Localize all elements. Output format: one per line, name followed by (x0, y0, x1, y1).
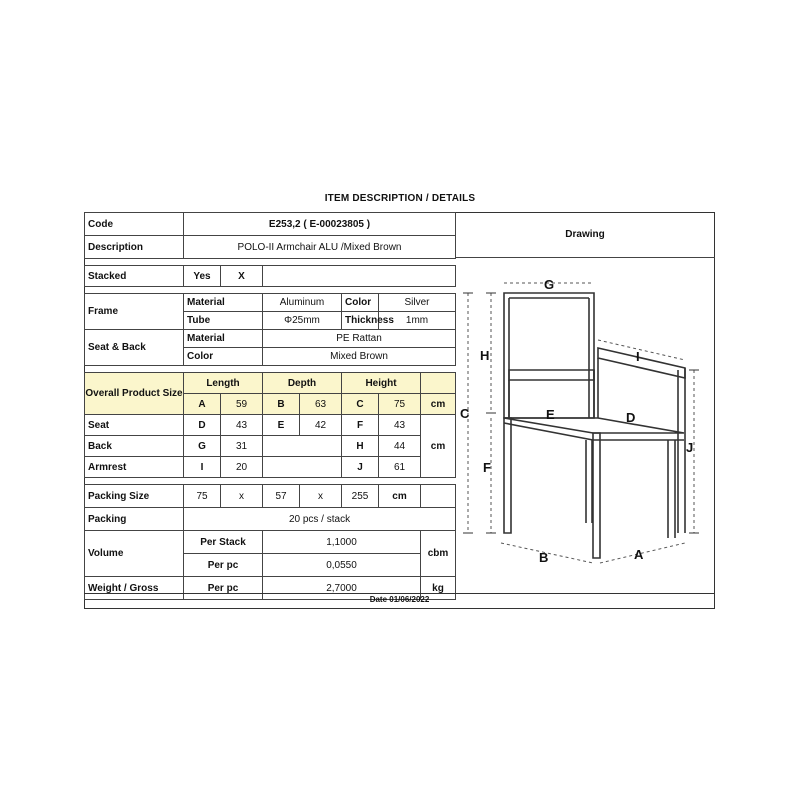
volume-per-pc-label: Per pc (184, 554, 263, 577)
volume-label: Volume (85, 531, 184, 577)
dim-a-value: 59 (221, 394, 263, 415)
dim-d-label: D (184, 415, 221, 436)
seat-row (85, 415, 456, 436)
dim-j-label: J (342, 457, 379, 478)
frame-thickness-value: 1mm (379, 312, 456, 330)
height-header: Height (342, 373, 421, 394)
backrest-shape (504, 293, 594, 418)
dim-e-label: E (263, 415, 300, 436)
packing-row (85, 508, 456, 531)
document-date: Date 01/06/2022 (369, 595, 430, 604)
document-title: ITEM DESCRIPTION / DETAILS (324, 193, 476, 204)
frame-color-value: Silver (379, 294, 456, 312)
dim-c-label: C (342, 394, 379, 415)
dimension-lines (468, 283, 694, 563)
dim-e-marker: E (546, 407, 555, 422)
sizes-unit: cm (421, 415, 456, 478)
per-stack-value: 1,1000 (263, 531, 421, 554)
spec-table (84, 212, 456, 600)
overall-size-label: Overall Product Size (85, 373, 184, 415)
frame-tube-label: Tube (184, 312, 263, 330)
volume-unit: cbm (421, 531, 456, 577)
packing-value: 20 pcs / stack (184, 508, 456, 531)
dim-g-marker: G (544, 277, 555, 292)
dim-c-marker: C (460, 406, 470, 421)
seat-label: Seat (85, 415, 184, 436)
front-right-leg (593, 433, 600, 558)
armrest-row (85, 457, 456, 478)
description-row (85, 236, 456, 259)
chair-outline (504, 293, 685, 558)
dim-d-marker: D (626, 410, 636, 425)
seat-back-color-value: Mixed Brown (263, 348, 456, 366)
frame-material-row (85, 294, 456, 312)
right-armrest (598, 348, 685, 378)
dim-a-marker: A (634, 547, 644, 562)
stacked-value: Yes (184, 266, 221, 287)
packing-width: 57 (263, 485, 300, 508)
frame-material-label: Material (184, 294, 263, 312)
dim-f-label: F (342, 415, 379, 436)
dim-d-value: 43 (221, 415, 263, 436)
stacked-row (85, 266, 456, 287)
dim-h-label: H (342, 436, 379, 457)
dim-f-marker: F (483, 460, 491, 475)
weight-label: Weight / Gross (85, 577, 184, 600)
dim-g-label: G (184, 436, 221, 457)
chair-drawing (456, 258, 714, 592)
back-row (85, 436, 456, 457)
dim-e-value: 42 (300, 415, 342, 436)
dim-b-value: 63 (300, 394, 342, 415)
front-left-leg (504, 418, 511, 533)
dim-f-value: 43 (379, 415, 421, 436)
packing-label: Packing (85, 508, 184, 531)
frame-thickness-label: Thickness (342, 312, 379, 330)
code-value: E253,2 ( E-00023805 ) (184, 213, 456, 236)
seat-back-label: Seat & Back (85, 330, 184, 366)
volume-stack-row (85, 531, 456, 554)
depth-header: Depth (263, 373, 342, 394)
dim-b-label: B (263, 394, 300, 415)
code-label: Code (85, 213, 184, 236)
dim-h-value: 44 (379, 436, 421, 457)
dim-i-label: I (184, 457, 221, 478)
per-stack-label: Per Stack (184, 531, 263, 554)
frame-label: Frame (85, 294, 184, 330)
dim-i-value: 20 (221, 457, 263, 478)
dim-j-marker: J (686, 440, 694, 455)
seat-shape (504, 418, 684, 433)
seat-back-material-value: PE Rattan (263, 330, 456, 348)
length-header: Length (184, 373, 263, 394)
frame-color-label: Color (342, 294, 379, 312)
stacked-mark: X (221, 266, 263, 287)
dim-h-marker: H (480, 348, 490, 363)
weight-per-pc-label: Per pc (184, 577, 263, 600)
overall-unit: cm (421, 394, 456, 415)
dim-b-marker: B (539, 550, 549, 565)
packing-height: 255 (342, 485, 379, 508)
packing-x2: x (300, 485, 342, 508)
dim-i-marker: I (636, 349, 640, 364)
seat-back-material-label: Material (184, 330, 263, 348)
code-row (85, 213, 456, 236)
frame-material-value: Aluminum (263, 294, 342, 312)
seat-back-color-label: Color (184, 348, 263, 366)
packing-size-row (85, 485, 456, 508)
dim-a-label: A (184, 394, 221, 415)
left-armrest (509, 370, 594, 380)
dimension-ticks (463, 293, 699, 533)
volume-per-pc-value: 0,0550 (263, 554, 421, 577)
packing-size-unit: cm (379, 485, 421, 508)
drawing-title: Drawing (565, 229, 605, 240)
description-label: Description (85, 236, 184, 259)
armrest-label: Armrest (85, 457, 184, 478)
dim-g-value: 31 (221, 436, 263, 457)
stacked-label: Stacked (85, 266, 184, 287)
packing-length: 75 (184, 485, 221, 508)
description-value: POLO-II Armchair ALU /Mixed Brown (184, 236, 456, 259)
back-label: Back (85, 436, 184, 457)
packing-size-label: Packing Size (85, 485, 184, 508)
weight-unit: kg (421, 577, 456, 600)
dim-j-value: 61 (379, 457, 421, 478)
frame-tube-value: Φ25mm (263, 312, 342, 330)
overall-header-row (85, 373, 456, 394)
weight-value: 2,7000 (263, 577, 421, 600)
packing-x1: x (221, 485, 263, 508)
dim-c-value: 75 (379, 394, 421, 415)
seatback-material-row (85, 330, 456, 348)
